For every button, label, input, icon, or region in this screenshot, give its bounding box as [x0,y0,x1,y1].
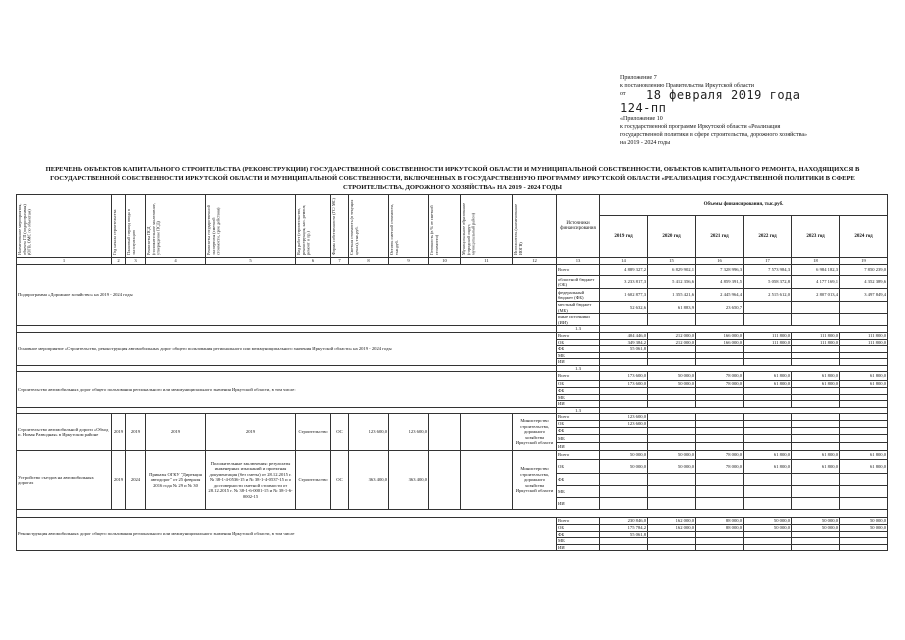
funding-value: 78 000,0 [696,372,744,381]
funding-value: 50 000,0 [600,451,648,460]
year-header: 2020 год [648,216,696,258]
funding-value: 78 000,0 [696,451,744,460]
psd-details: Приказы ОГКУ "Дирекция автодорог" от 25 февраля 2016 года № 29 и № 30 [146,451,206,510]
funding-value: 61 800,0 [792,372,840,381]
estimated-cost: 123 600,0 [349,414,389,451]
appendix-line: «Приложение 10 [620,116,663,122]
header-cell: Год начала строительства [112,195,126,258]
funding-value: 212 000,0 [648,339,696,346]
funding-value: 1 355 421,6 [648,289,696,302]
index-cell: 13 [557,258,600,265]
funding-value: 2 515 612,0 [744,289,792,302]
header-cell: Источники финансирования [557,195,600,258]
funding-source: иные источники (ИИ) [557,314,600,326]
funding-value: 111 800,0 [792,339,840,346]
header-row [17,195,888,216]
funding-value [792,443,840,451]
object-name: Устройство съездов на автомобильных дорогах [17,451,112,510]
index-cell: 17 [744,258,792,265]
funding-source: МБ [557,394,600,401]
funding-value: 50 000,0 [744,525,792,532]
funding-value [648,474,696,486]
work-type: Строительство [296,451,331,510]
funding-source: Всего [557,414,600,421]
document-title: ПЕРЕЧЕНЬ ОБЪЕКТОВ КАПИТАЛЬНОГО СТРОИТЕЛЬСТВА (РЕКОНСТРУКЦИИ) ГОСУДАРСТВЕННОЙ СОБСТВЕННОСТИ ИРКУТСКОЙ ОБЛАСТИ И МУНИЦИПАЛЬНОЙ СОБСТВЕННОСТИ, ОБЪЕКТОВ КАПИТАЛЬНОГО РЕМОНТА, НАХОДЯЩИХСЯ В ГОСУДАРСТВЕННОЙ СОБСТВЕННОСТИ ИРКУТСКОЙ ОБЛАСТИ И МУНИЦИПАЛЬНОЙ СОБСТВЕННОСТИ, ВКЛЮЧЕННЫХ В ГОСУДАРСТВЕННУЮ ПРОГРАММУ ИРКУТСКОЙ ОБЛАСТИ «РЕАЛИЗАЦИЯ ГОСУДАРСТВЕННОЙ ПОЛИТИКИ В СФЕРЕ СТРОИТЕЛЬСТВА, ДОРОЖНОГО ХОЗЯЙСТВА» НА 2019 - 2024 ГОДЫ [45,166,860,191]
funding-value: 6 829 902,1 [648,265,696,276]
funding-value: 88 000,0 [696,525,744,532]
funding-value: 111 800,0 [840,332,888,339]
appendix-line: государственной политики в сфере строительства, дорожного хозяйства» [620,132,808,138]
funding-source: ФБ [557,474,600,486]
funding-value: 4 859 391,5 [696,276,744,289]
funding-source: ИИ [557,544,600,551]
funding-value [600,314,648,326]
funding-value [792,302,840,314]
section-name: Строительство автомобильных дорог общего пользования регионального или межмуниципального значения Иркутской области, в том числе: [17,372,557,408]
spacer-row [17,510,888,518]
header-cell: Исполнитель (наименование ИОГВ) [513,195,557,258]
header-cell: Форма собственности (ГС/ МС) [331,195,349,258]
funding-value: 61 800,0 [840,372,888,381]
section-name: Реконструкция автомобильных дорог общего пользования регионального или межмуниципального значения Иркутской области, в том числе [17,518,557,551]
funding-value [600,428,648,435]
funding-value [648,435,696,443]
funding-value [648,414,696,421]
funding-value [744,443,792,451]
funding-value: 2 445 964,4 [696,289,744,302]
funding-value [600,443,648,451]
section-code: 1.3 [557,326,600,333]
funding-source: ФБ [557,388,600,395]
year-header: 2022 год [744,216,792,258]
funding-value [792,421,840,428]
funding-value: 4 889 327,2 [600,265,648,276]
funding-value [840,414,888,421]
header-cell: Муниципальное образование (городской округ, муниципальный район) [461,195,513,258]
expertise-details: 2019 [206,414,296,451]
funding-source: ОБ [557,381,600,388]
funding-source: ОБ [557,525,600,532]
funding-value: 212 000,0 [648,332,696,339]
funding-source: ОБ [557,339,600,346]
municipality [461,451,513,510]
funding-header: Объемы финансирования, тыс.руб. [600,195,888,216]
funding-value [648,498,696,510]
funding-value: 61 800,0 [792,451,840,460]
funding-source: ОБ [557,460,600,474]
funding-value: 166 000,0 [696,339,744,346]
funding-source: федеральный бюджет (ФБ) [557,289,600,302]
funding-value [600,544,648,551]
funding-value: 78 000,0 [696,381,744,388]
funding-value [744,435,792,443]
municipality [461,414,513,451]
table-row [17,451,888,460]
header-cell: Реквизиты государственной экспертизы (сметной стоимости, срок действия) [206,195,296,258]
funding-value [696,474,744,486]
year-header: 2024 год [840,216,888,258]
index-cell: 11 [461,258,513,265]
funding-value [744,414,792,421]
funding-source: местный бюджет (МБ) [557,302,600,314]
index-cell: 2 [112,258,126,265]
funding-value [648,443,696,451]
index-cell: 18 [792,258,840,265]
funding-value: 61 800,0 [744,451,792,460]
appendix-line: от [620,91,626,97]
index-cell: 16 [696,258,744,265]
funding-value: 52 632,6 [600,302,648,314]
funding-value [840,443,888,451]
funding-source: ФБ [557,531,600,538]
section-name: Основное мероприятие «Строительство, реконструкция автомобильных дорог общего пользования регионального или межмуниципального значения Иркутской области» на 2019 - 2024 годы [17,332,557,365]
funding-value: 55 061,8 [600,531,648,538]
funding-value: 61 800,0 [744,460,792,474]
funding-value [744,498,792,510]
index-cell: 8 [349,258,389,265]
index-cell: 7 [331,258,349,265]
funding-value: 61 800,0 [792,381,840,388]
funding-value [696,428,744,435]
ownership: ОС [331,451,349,510]
appendix-line: к государственной программе Иркутской области «Реализация [620,124,781,130]
funding-value: 88 000,0 [696,518,744,525]
funding-value [744,544,792,551]
funding-value [840,314,888,326]
funding-value [792,414,840,421]
funding-source: МБ [557,486,600,498]
funding-value: 50 000,0 [840,518,888,525]
funding-value: 50 000,0 [792,525,840,532]
index-cell: 15 [648,258,696,265]
appendix-subheader [620,115,880,147]
funding-value [696,544,744,551]
index-cell: 19 [840,258,888,265]
year-header: 2023 год [792,216,840,258]
year-header: 2021 год [696,216,744,258]
funding-value: 3 497 849,4 [840,289,888,302]
funding-value: 173 600,0 [600,372,648,381]
funding-value [744,486,792,498]
funding-value: 111 800,0 [744,339,792,346]
estimated-cost: 363 400,0 [349,451,389,510]
funding-value: 78 000,0 [696,460,744,474]
funding-source: Всего [557,451,600,460]
funding-value: 1 602 877,3 [600,289,648,302]
funding-source: ИИ [557,359,600,366]
funding-source: Всего [557,265,600,276]
funding-value [840,421,888,428]
work-type: Строительство [296,414,331,451]
funding-value [840,486,888,498]
index-cell: 10 [429,258,461,265]
funding-value: 61 800,0 [840,460,888,474]
readiness [429,451,461,510]
header-cell: Наименование мероприятия, объекта ГП (подпрограммы) (ОГВ, ОМС по объектам) [17,195,112,258]
funding-value [696,414,744,421]
funding-value [792,544,840,551]
index-cell: 9 [389,258,429,265]
funding-value [840,544,888,551]
funding-value: 123 600,0 [600,421,648,428]
funding-value [696,498,744,510]
table-row [17,372,888,381]
section-code: 1.3 [557,365,600,372]
funding-source: областной бюджет (ОБ) [557,276,600,289]
readiness [429,414,461,451]
table-row [17,414,888,421]
section-code: 1.3 [557,407,600,414]
header-cell: Остаток сметной стоимости, тыс.руб. [389,195,429,258]
header-cell: Плановый период ввода в эксплуатацию [126,195,146,258]
funding-value [696,421,744,428]
appendix-line: к постановлению Правительства Иркутской области [620,83,754,89]
section-name: Подпрограмма «Дорожное хозяйство» на 2019 - 2024 годы [17,265,557,326]
funding-value [648,428,696,435]
funding-value: 7 850 239,0 [840,265,888,276]
funding-value [744,421,792,428]
funding-value [792,474,840,486]
funding-value: 50 000,0 [648,460,696,474]
funding-value [600,435,648,443]
funding-value: 162 000,0 [648,525,696,532]
funding-source: МБ [557,352,600,359]
funding-value: 111 800,0 [840,339,888,346]
funding-value [792,428,840,435]
funding-value: 2 807 013,4 [792,289,840,302]
spacer-cell [17,510,888,518]
start-year: 2019 [112,451,126,510]
funding-value: 162 000,0 [648,518,696,525]
funding-source: ФБ [557,428,600,435]
funding-value [648,314,696,326]
funding-value: 7 573 984,3 [744,265,792,276]
header-cell: Вид работ (строительство, реконструкция, кап. ремонт, ремонт и пр.) [296,195,331,258]
funding-source: Всего [557,372,600,381]
funding-source: Всего [557,332,600,339]
funding-value [696,486,744,498]
funding-value: 404 446,0 [600,332,648,339]
ownership: ОС [331,414,349,451]
funding-value: 4 177 169,1 [792,276,840,289]
executor: Министерство строительства, дорожного хозяйства Иркутской области [513,414,557,451]
object-name: Строительство автомобильной дороги «Обход п. Новая Разводная» в Иркутском районе [17,414,112,451]
funding-value: 61 800,0 [744,372,792,381]
funding-value: 61 800,0 [840,381,888,388]
funding-value [792,498,840,510]
funding-value [744,314,792,326]
funding-value [744,428,792,435]
funding-value: 166 000,0 [696,332,744,339]
funding-value: 4 352 389,6 [840,276,888,289]
handwritten-date: 18 февраля 2019 года [646,88,801,102]
start-year: 2019 [112,414,126,451]
funding-value [600,474,648,486]
funding-value [840,474,888,486]
funding-source: ИИ [557,498,600,510]
funding-value: 6 984 182,3 [792,265,840,276]
funding-value [696,435,744,443]
funding-value: 61 883,9 [648,302,696,314]
funding-value: 123 600,0 [600,414,648,421]
funding-value: 50 000,0 [648,372,696,381]
funding-value: 61 800,0 [744,381,792,388]
funding-value [840,435,888,443]
funding-value [600,486,648,498]
header-cell: Готовность (в % от сметной стоимости) [429,195,461,258]
funding-value: 5 412 356,6 [648,276,696,289]
funding-value: 55 061,8 [600,346,648,353]
funding-value: 50 000,0 [792,518,840,525]
year-header: 2019 год [600,216,648,258]
funding-value: 175 784,2 [600,525,648,532]
funding-value [696,314,744,326]
index-cell: 1 [17,258,112,265]
funding-value [648,421,696,428]
remaining-cost: 123 600,0 [389,414,429,451]
funding-value [840,428,888,435]
end-year: 2019 [126,414,146,451]
index-cell: 5 [206,258,296,265]
header-cell: Сметная стоимость (в текущих ценах), тыс.руб. [349,195,389,258]
funding-value [744,302,792,314]
end-year: 2024 [126,451,146,510]
funding-value: 61 800,0 [840,451,888,460]
funding-source: ИИ [557,401,600,408]
funding-value [648,486,696,498]
funding-value: 50 000,0 [840,525,888,532]
funding-value: 50 000,0 [744,518,792,525]
funding-value: 50 000,0 [600,460,648,474]
funding-value [792,435,840,443]
funding-source: МБ [557,435,600,443]
funding-value: 50 000,0 [648,381,696,388]
funding-value [792,486,840,498]
objects-table [16,194,888,551]
header-cell: Реквизиты ПСД (положительное заключение, утверждение ПСД) [146,195,206,258]
index-cell: 4 [146,258,206,265]
funding-value: 230 846,0 [600,518,648,525]
funding-value [648,544,696,551]
appendix-line: на 2019 - 2024 годы [620,140,671,146]
table-row [17,265,888,276]
psd-details: 2019 [146,414,206,451]
funding-value: 5 058 372,8 [744,276,792,289]
table-row [17,332,888,339]
table-row [17,518,888,525]
funding-value: 111 800,0 [792,332,840,339]
funding-value: 7 328 996,3 [696,265,744,276]
funding-value [696,443,744,451]
funding-value: 50 000,0 [648,451,696,460]
funding-value: 61 800,0 [792,460,840,474]
funding-source: ФБ [557,346,600,353]
index-cell: 14 [600,258,648,265]
expertise-details: Положительные заключения: результаты инженерных изысканий и проектная документация (без сметы) от 28.12.2015 г. № 38-1-4-0536-15 и № 38-1-4-0537-15 и о достоверности сметной стоимости от 28.12.2015 г. № 38-1-6-0001-15 и № 38-1-6-0002-15 [206,451,296,510]
executor: Министерство строительства, дорожного хозяйства Иркутской области [513,451,557,510]
funding-value [600,498,648,510]
funding-value: 173 600,0 [600,381,648,388]
handwritten-number: 124-пп [620,101,667,115]
appendix-line: Приложение 7 [620,75,657,81]
index-cell: 12 [513,258,557,265]
index-cell: 3 [126,258,146,265]
funding-source: МБ [557,538,600,545]
funding-source: Всего [557,518,600,525]
funding-value [744,474,792,486]
funding-value [792,314,840,326]
remaining-cost: 363 400,0 [389,451,429,510]
funding-value: 349 384,2 [600,339,648,346]
funding-value [840,302,888,314]
funding-value [840,498,888,510]
funding-source: ИИ [557,443,600,451]
funding-value: 3 233 817,3 [600,276,648,289]
column-index-row [17,258,888,265]
funding-value: 23 650,7 [696,302,744,314]
funding-value: 111 800,0 [744,332,792,339]
funding-source: ОБ [557,421,600,428]
index-cell: 6 [296,258,331,265]
